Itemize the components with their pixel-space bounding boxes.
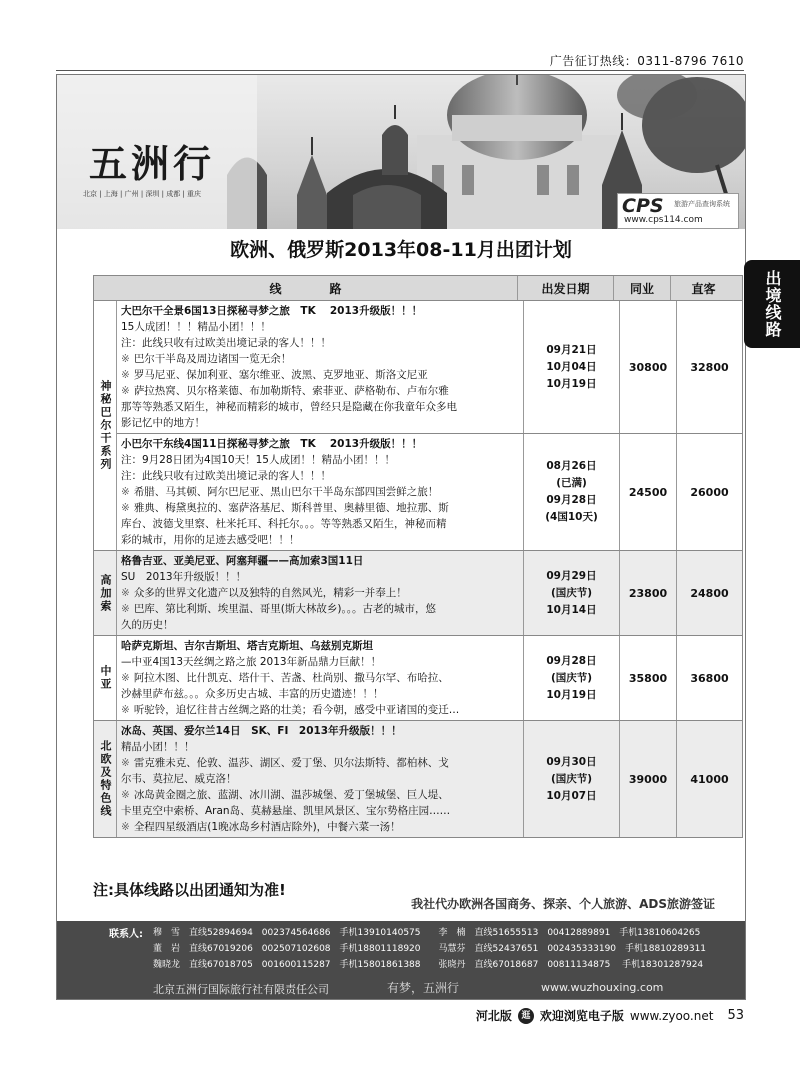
- departure-date: (已满): [556, 477, 587, 489]
- departure-date: 09月28日: [546, 494, 597, 506]
- region-label-cell: [94, 301, 117, 550]
- route-detail-line: [121, 319, 519, 335]
- route-detail-line: [121, 787, 519, 803]
- guest-price: 26000: [690, 485, 729, 499]
- departure-date: 09月28日: [546, 654, 597, 667]
- tour-schedule-table: [93, 275, 743, 838]
- departure-date: 10月19日: [546, 377, 597, 390]
- bullet-icon: ※: [121, 369, 130, 381]
- region-group: [94, 721, 742, 837]
- region-label: 神秘巴尔干系列: [99, 380, 112, 471]
- company-website[interactable]: www.wuzhouxing.com: [541, 981, 664, 994]
- route-detail-text: —中亚4国13天丝绸之路之旅 2013年新品鼎力巨献！！: [121, 656, 382, 668]
- departure-date: (国庆节): [550, 671, 593, 684]
- route-detail-text: 尔韦、莫拉尼、威克洛！: [121, 773, 237, 785]
- logo-wordmark: 五洲行: [89, 141, 216, 186]
- route-detail-text: 15人成团！！！精品小团！！！: [121, 321, 271, 333]
- bullet-icon: ※: [121, 672, 130, 684]
- cps-tagline: 旅游产品查询系统: [674, 200, 730, 208]
- route-description: [117, 636, 524, 720]
- departure-date: (国庆节): [550, 586, 593, 599]
- departure-date: 09月21日: [546, 343, 597, 356]
- bullet-icon: ※: [121, 704, 130, 716]
- route-description: [117, 301, 524, 433]
- header-route: 线 路: [94, 276, 518, 300]
- route-detail-text: 久的历史！: [121, 619, 174, 631]
- bullet-icon: ※: [121, 486, 130, 498]
- bullet-icon: ※: [121, 353, 130, 365]
- cps-badge: [617, 193, 739, 229]
- table-row: [117, 301, 742, 434]
- header-date: 出发日期: [518, 276, 614, 300]
- route-detail-line: [121, 601, 519, 617]
- branch-cities: 北京 | 上海 | 广州 | 深圳 | 成都 | 重庆: [83, 190, 202, 198]
- route-detail-line: [121, 585, 519, 601]
- route-description: [117, 721, 524, 837]
- route-detail-line: [121, 367, 519, 383]
- region-group: [94, 636, 742, 721]
- route-detail-text: 沙赫里萨布兹。。。众多历史古城、丰富的历史遗迹！！！: [121, 688, 384, 700]
- departure-date: 08月26日: [546, 460, 597, 472]
- departure-date: 10月14日: [546, 603, 597, 616]
- departure-dates: [524, 551, 620, 635]
- section-tab: [744, 260, 800, 348]
- peer-price: 35800: [620, 636, 677, 720]
- departure-date: 10月04日: [546, 360, 597, 373]
- route-title: 格鲁吉亚、亚美尼亚、阿塞拜疆——高加索3国11日: [121, 555, 364, 567]
- bullet-icon: ※: [121, 757, 130, 769]
- contact-line: 穆 雪 直线52894694 002374564686 手机13910140575 李 楠 直线51655513 00412889891 手机13810604265: [153, 928, 701, 938]
- route-detail-line: [121, 516, 519, 532]
- route-detail-text: 那等等熟悉又陌生，神秘而精彩的城市，曾经只是隐藏在你我童年众多电: [121, 401, 457, 413]
- header-peer-price: 同业: [614, 276, 671, 300]
- peer-price: 24500: [620, 434, 677, 550]
- route-detail-line: [121, 686, 519, 702]
- route-detail-text: 影记忆中的地方！: [121, 417, 205, 429]
- table-row: [117, 551, 742, 635]
- bullet-icon: ※: [121, 789, 130, 801]
- bullet-icon: ※: [121, 587, 130, 599]
- route-description: [117, 434, 524, 550]
- departure-date: 10月07日: [546, 789, 597, 802]
- departure-date: (国庆节): [550, 772, 593, 785]
- route-title: 冰岛、英国、爱尔兰14日 SK、FI 2013年升级版！！！: [121, 725, 402, 737]
- route-detail-text: 众多的世界文化遗产以及独特的自然风光，精彩一并奉上！: [133, 587, 407, 599]
- route-detail-text: 精品小团！！！: [121, 741, 195, 753]
- region-label: 北欧及特色线: [99, 740, 112, 818]
- departure-dates: [524, 721, 620, 837]
- company-name: 北京五洲行国际旅行社有限责任公司: [153, 983, 329, 996]
- bullet-icon: ※: [121, 821, 130, 833]
- browse-icon: 逛: [518, 1008, 534, 1024]
- route-detail-line: [121, 670, 519, 686]
- departure-dates: [524, 636, 620, 720]
- route-title: 哈萨克斯坦、吉尔吉斯坦、塔吉克斯坦、乌兹别克斯坦: [121, 640, 373, 652]
- route-detail-text: 听驼铃，追忆往昔古丝绸之路的壮美；看今朝，感受中亚诸国的变迁…: [133, 704, 460, 716]
- route-description: [117, 551, 524, 635]
- region-label-cell: [94, 636, 117, 720]
- route-title: 小巴尔干东线4国11日探秘寻梦之旅 TK 2013升级版！！！: [121, 438, 423, 450]
- route-detail-line: [121, 702, 519, 718]
- route-detail-line: [121, 569, 519, 585]
- departure-date: (4国10天): [545, 511, 598, 523]
- route-detail-line: [121, 383, 519, 399]
- route-detail-line: [121, 452, 519, 468]
- route-detail-text: 卡里克空中索桥、Aran岛、莫赫悬崖、凯里风景区、宝尔势格庄园……: [121, 805, 451, 817]
- route-detail-line: [121, 803, 519, 819]
- route-detail-text: 库台、波德戈里察、杜米托耳、科托尔。。。等等熟悉又陌生，神秘而精: [121, 518, 447, 530]
- route-detail-text: 巴库、第比利斯、埃里温、哥里(斯大林故乡)。。。古老的城市，悠: [133, 603, 437, 615]
- route-detail-text: 希腊、马其顿、阿尔巴尼亚、黑山巴尔干半岛东部四国尝鲜之旅！: [133, 486, 439, 498]
- peer-price: 23800: [620, 551, 677, 635]
- table-header: [94, 276, 742, 301]
- footnote: 注:具体线路以出团通知为准!: [93, 881, 286, 899]
- route-detail-line: [121, 532, 519, 548]
- route-detail-line: [121, 484, 519, 500]
- route-detail-text: 萨拉热窝、贝尔格莱德、布加勒斯特、索菲亚、萨格勒布、卢布尔雅: [133, 385, 449, 397]
- route-detail-text: 雅典、梅黛奥拉的、塞萨洛基尼、斯科普里、奥赫里德、地拉那、斯: [133, 502, 449, 514]
- route-detail-text: 注：此线只收有过欧美出境记录的客人！！！: [121, 470, 331, 482]
- banner-photo: [57, 75, 745, 229]
- bullet-icon: ※: [121, 502, 130, 514]
- table-row: [117, 636, 742, 720]
- route-detail-text: 冰岛黄金圈之旅、蓝湖、冰川湖、温莎城堡、爱丁堡城堡、巨人堤、: [133, 789, 449, 801]
- page-number: 53: [727, 1008, 744, 1023]
- route-detail-text: 雷克雅未克、伦敦、温莎、湖区、爱丁堡、贝尔法斯特、都柏林、戈: [133, 757, 449, 769]
- contacts-label: 联系人:: [109, 929, 143, 940]
- bullet-icon: ※: [121, 603, 130, 615]
- table-row: [117, 721, 742, 837]
- guest-price: 41000: [690, 772, 729, 786]
- footer-url[interactable]: www.zyoo.net: [629, 1008, 714, 1023]
- route-detail-line: [121, 771, 519, 787]
- section-tab-label: 出境线路: [763, 270, 782, 338]
- contact-panel: [57, 921, 745, 999]
- region-label-cell: [94, 721, 117, 837]
- route-detail-line: [121, 819, 519, 835]
- route-detail-line: [121, 468, 519, 484]
- departure-dates: [524, 301, 620, 433]
- route-detail-line: [121, 654, 519, 670]
- bullet-icon: ※: [121, 385, 130, 397]
- route-detail-text: 注：此线只收有过欧美出境记录的客人！！！: [121, 337, 331, 349]
- guest-price: 24800: [690, 586, 729, 600]
- edition-label: 河北版: [475, 1009, 512, 1023]
- slogan: 有梦，五洲行: [387, 981, 460, 995]
- route-detail-text: 罗马尼亚、保加利亚、塞尔维亚、波黑、克罗地亚、斯洛文尼亚: [133, 369, 428, 381]
- route-detail-line: [121, 399, 519, 415]
- route-detail-text: 阿拉木图、比什凯克、塔什干、苦盏、杜尚别、撒马尔罕、布哈拉、: [133, 672, 449, 684]
- route-detail-line: [121, 335, 519, 351]
- route-detail-line: [121, 755, 519, 771]
- page-footer: [476, 1007, 744, 1024]
- departure-date: 10月19日: [546, 688, 597, 701]
- route-detail-line: [121, 617, 519, 633]
- departure-date: 09月29日: [546, 569, 597, 582]
- route-detail-line: [121, 415, 519, 431]
- welcome-text: 欢迎浏览电子版: [539, 1009, 624, 1023]
- peer-price: 30800: [620, 301, 677, 433]
- ad-hotline: 广告征订热线：0311-8796 7610: [549, 54, 744, 68]
- region-label: 高加索: [99, 573, 112, 613]
- top-divider: [56, 70, 744, 71]
- visa-services: 我社代办欧洲各国商务、探亲、个人旅游、ADS旅游签证: [411, 897, 715, 911]
- cps-url: www.cps114.com: [624, 215, 703, 225]
- departure-dates: [524, 434, 620, 550]
- company-logo: [83, 133, 243, 213]
- guest-price: 32800: [690, 360, 729, 374]
- contact-line: 魏晓龙 直线67018705 001600115287 手机15801861388 张晓丹 直线67018687 00811134875 手机18301287924: [153, 960, 704, 970]
- contact-line: 董 岩 直线67019206 002507102608 手机18801118920 马慧芬 直线52437651 002435333190 手机18810289311: [153, 944, 707, 954]
- route-detail-line: [121, 500, 519, 516]
- advertisement-frame: [56, 74, 746, 1000]
- route-detail-line: [121, 739, 519, 755]
- route-title: 大巴尔干全景6国13日探秘寻梦之旅 TK 2013升级版！！！: [121, 305, 423, 317]
- route-detail-line: [121, 351, 519, 367]
- route-detail-text: 巴尔干半岛及周边诸国一览无余！: [133, 353, 292, 365]
- table-body: [94, 301, 742, 837]
- guest-price: 36800: [690, 671, 729, 685]
- route-detail-text: SU 2013年升级版！！！: [121, 571, 247, 583]
- region-group: [94, 551, 742, 636]
- region-group: [94, 301, 742, 551]
- header-guest-price: 直客: [691, 281, 716, 296]
- table-row: [117, 434, 742, 550]
- peer-price: 39000: [620, 721, 677, 837]
- route-detail-text: 注：9月28日团为4国10天！15人成团！！精品小团！！！: [121, 454, 395, 466]
- page-title: 欧洲、俄罗斯2013年08-11月出团计划: [230, 239, 572, 261]
- region-label: 中亚: [99, 665, 112, 691]
- region-label-cell: [94, 551, 117, 635]
- route-detail-text: 彩的城市，用你的足迹去感受吧！！！: [121, 534, 300, 546]
- route-detail-text: 全程四星级酒店(1晚冰岛乡村酒店除外)，中餐六菜一汤！: [133, 821, 401, 833]
- departure-date: 09月30日: [546, 755, 597, 768]
- cps-logo: CPS: [622, 195, 664, 217]
